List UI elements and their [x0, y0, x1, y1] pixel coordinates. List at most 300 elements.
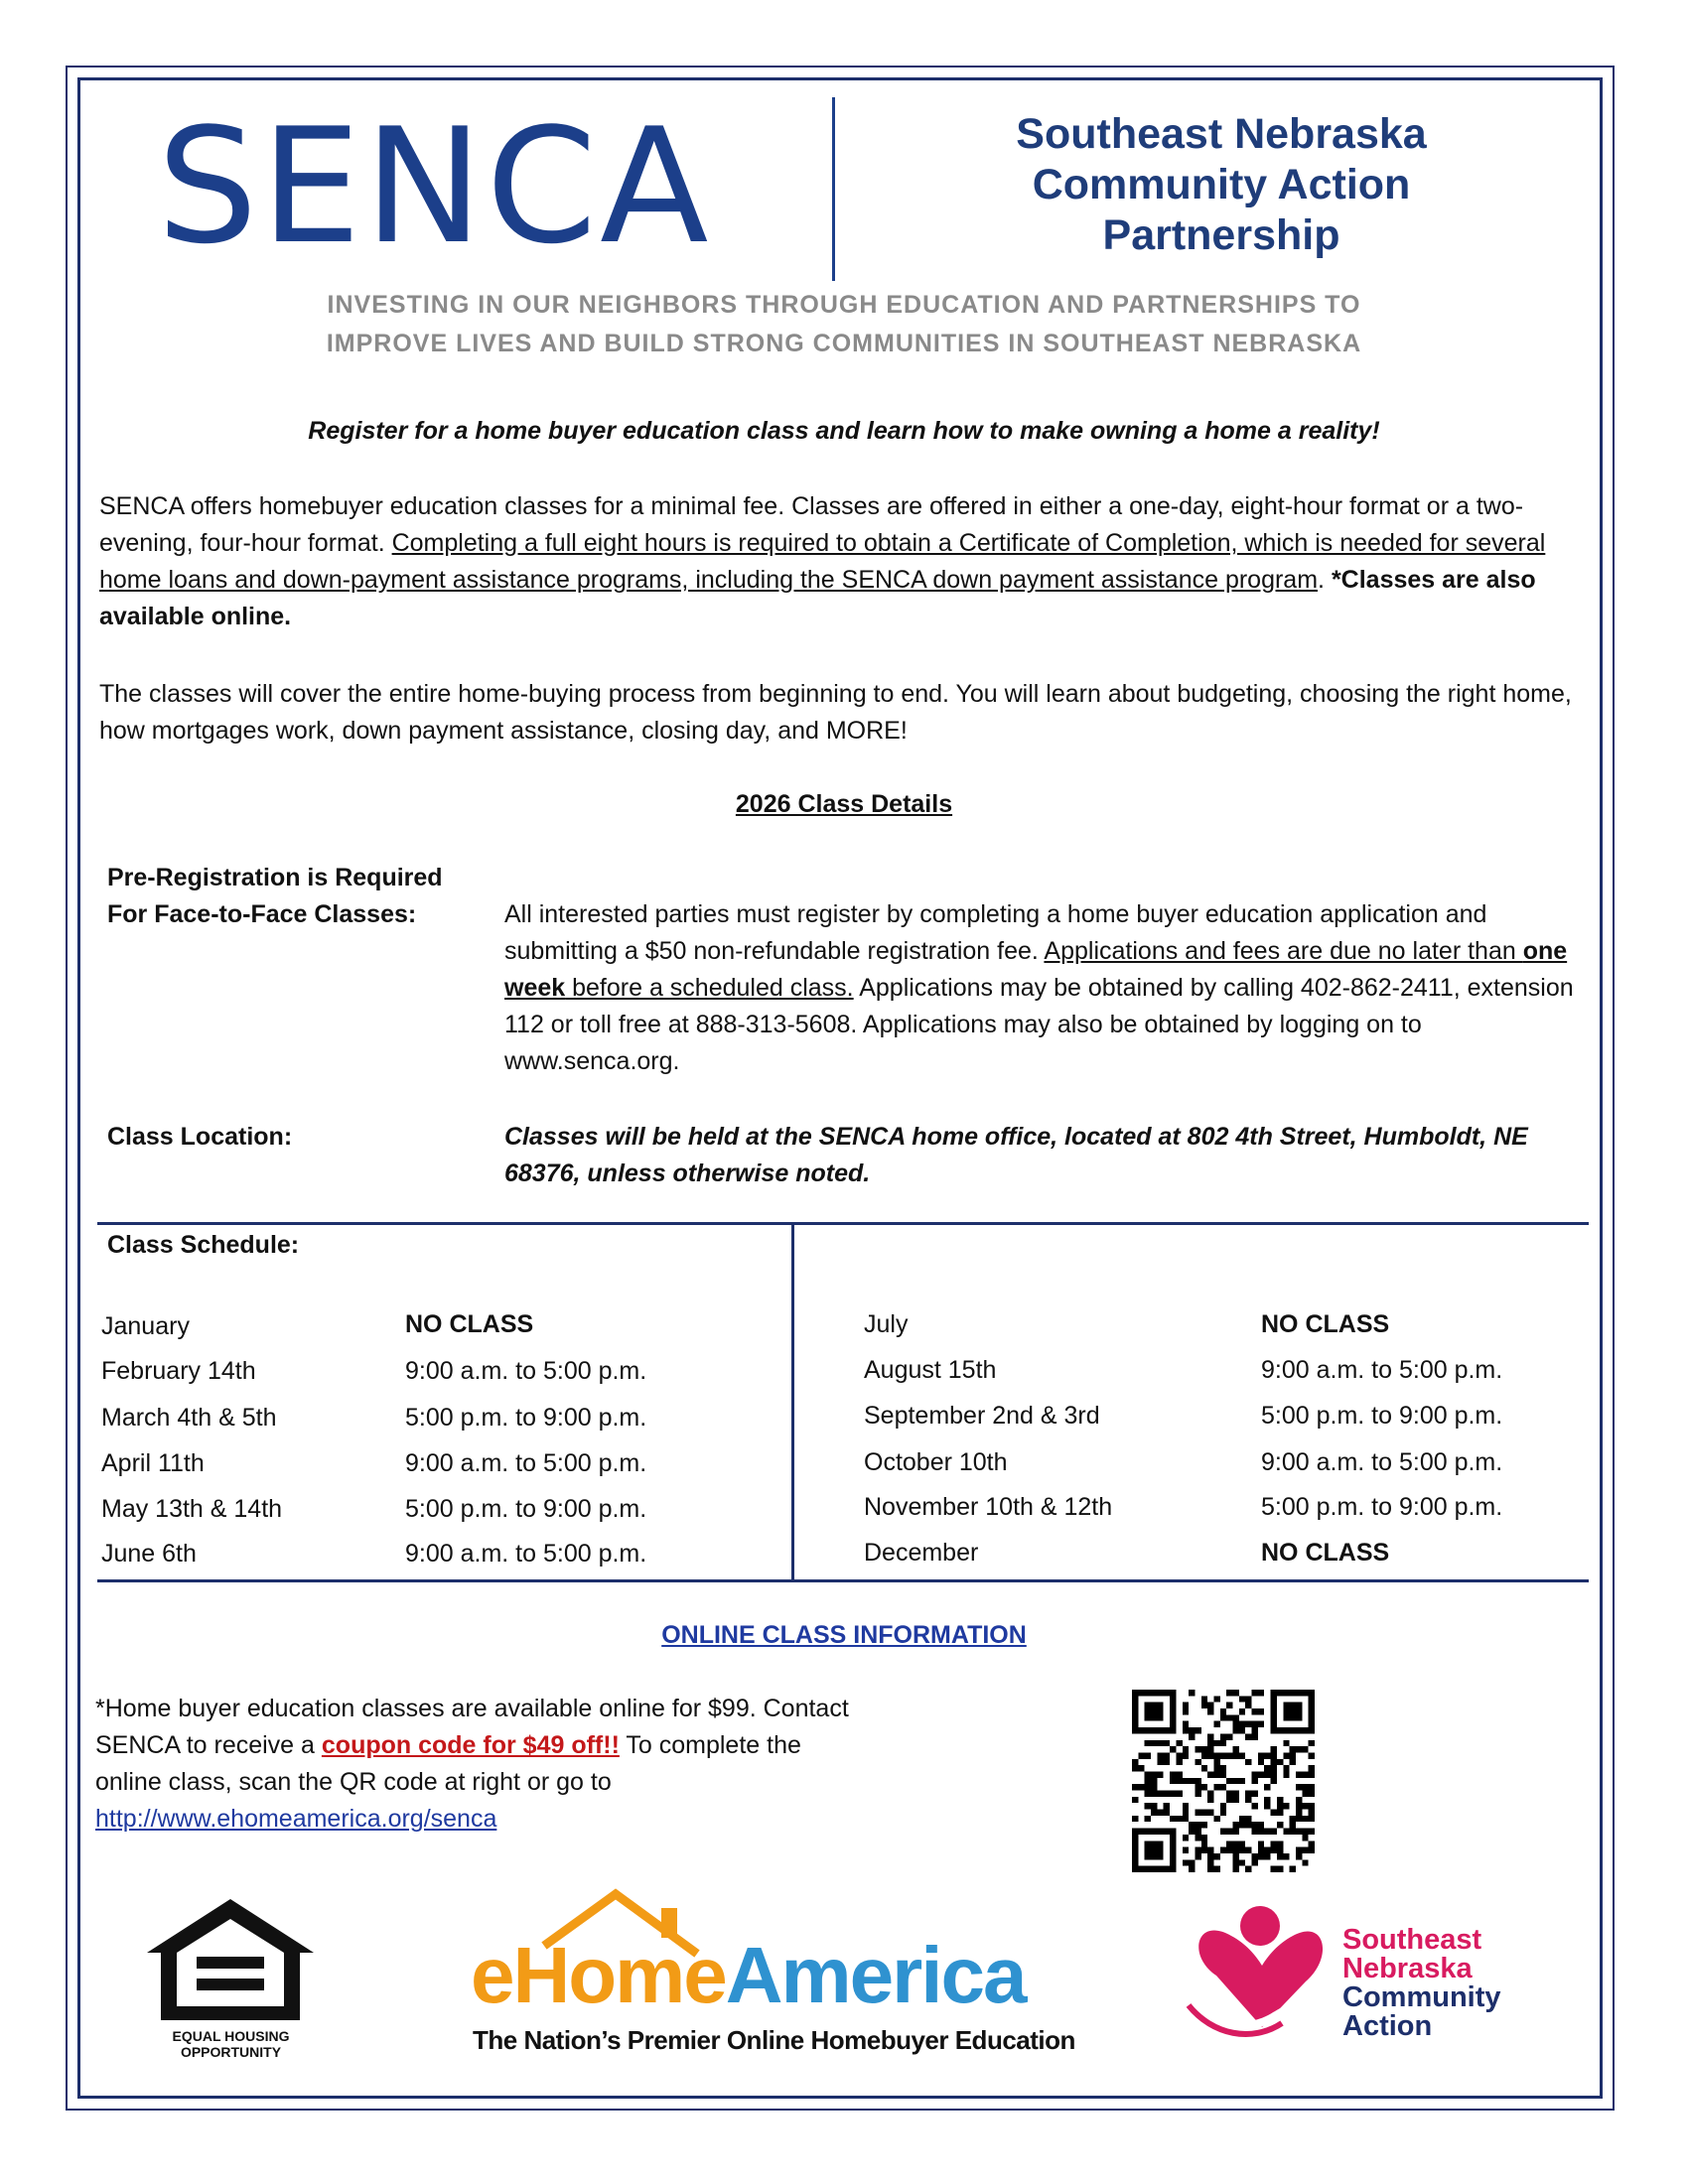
- location-label: Class Location:: [107, 1123, 293, 1151]
- qr-module: [1302, 1829, 1308, 1835]
- qr-module: [1195, 1727, 1200, 1733]
- qr-module: [1195, 1822, 1200, 1828]
- eho-line: OPPORTUNITY: [180, 2044, 282, 2060]
- ehomeamerica-tagline: The Nation’s Premier Online Homebuyer Education: [473, 2025, 1075, 2055]
- qr-module: [1207, 1740, 1213, 1746]
- qr-module: [1233, 1727, 1239, 1733]
- qr-module: [1213, 1816, 1219, 1822]
- qr-module: [1164, 1803, 1170, 1809]
- qr-module: [1296, 1746, 1302, 1752]
- qr-module: [1226, 1778, 1232, 1784]
- qr-module: [1195, 1784, 1200, 1790]
- qr-module: [1245, 1696, 1251, 1702]
- qr-module: [1252, 1727, 1258, 1733]
- qr-module: [1264, 1797, 1270, 1803]
- qr-module: [1258, 1822, 1264, 1828]
- qr-module: [1309, 1784, 1315, 1790]
- qr-module: [1220, 1784, 1226, 1790]
- schedule-time: 9:00 a.m. to 5:00 p.m.: [1261, 1356, 1503, 1384]
- qr-module: [1183, 1746, 1189, 1752]
- qr-module: [1164, 1810, 1170, 1816]
- qr-module: [1233, 1853, 1239, 1859]
- qr-module: [1239, 1696, 1245, 1702]
- qr-module: [1189, 1866, 1195, 1872]
- qr-module: [1302, 1791, 1308, 1797]
- qr-module: [1258, 1690, 1264, 1696]
- lead-sentence: Register for a home buyer education class and learn how to make owning a home a reality!: [308, 417, 1380, 445]
- schedule-time: NO CLASS: [405, 1310, 534, 1338]
- intro-paragraph-1: [99, 488, 1609, 635]
- qr-module: [1132, 1759, 1138, 1765]
- qr-module: [1213, 1752, 1219, 1758]
- qr-module: [1207, 1853, 1213, 1859]
- qr-module: [1283, 1853, 1289, 1859]
- qr-module: [1183, 1703, 1189, 1708]
- qr-module: [1271, 1778, 1277, 1784]
- qr-module: [1290, 1752, 1296, 1758]
- schedule-time: 9:00 a.m. to 5:00 p.m.: [1261, 1448, 1503, 1476]
- qr-module: [1151, 1778, 1157, 1784]
- qr-module: [1145, 1778, 1151, 1784]
- schedule-month: January: [101, 1312, 190, 1340]
- qr-module: [1195, 1847, 1200, 1853]
- qr-module: [1157, 1740, 1163, 1746]
- qr-module: [1189, 1822, 1195, 1828]
- qr-module: [1176, 1759, 1182, 1765]
- prereg-deadline-part: Applications and fees are due no later than: [1044, 937, 1523, 965]
- qr-module: [1207, 1847, 1213, 1853]
- qr-module: [1283, 1829, 1289, 1835]
- qr-module: [1271, 1752, 1277, 1758]
- qr-module: [1239, 1778, 1245, 1784]
- qr-module: [1132, 1797, 1138, 1803]
- schedule-month: February 14th: [101, 1357, 256, 1385]
- qr-module: [1233, 1714, 1239, 1720]
- location-detail: Classes will be held at the SENCA home office, located at 802 4th Street, Humboldt, NE 68376, unless otherwise noted.: [504, 1123, 1528, 1187]
- qr-module: [1201, 1841, 1207, 1846]
- qr-module: [1145, 1816, 1151, 1822]
- qr-module: [1290, 1866, 1296, 1872]
- qr-module: [1252, 1803, 1258, 1809]
- qr-module: [1233, 1841, 1239, 1846]
- qr-module: [1207, 1708, 1213, 1714]
- qr-module: [1258, 1721, 1264, 1727]
- qr-module: [1207, 1797, 1213, 1803]
- qr-module: [1264, 1829, 1270, 1835]
- schedule-time: 9:00 a.m. to 5:00 p.m.: [405, 1357, 647, 1385]
- schedule-top-rule: [97, 1222, 1589, 1225]
- senca-logo-text: SENCA: [157, 93, 712, 279]
- qr-module: [1296, 1803, 1302, 1809]
- qr-module: [1213, 1696, 1219, 1702]
- qr-module: [1245, 1733, 1251, 1739]
- qr-module: [1220, 1847, 1226, 1853]
- schedule-month: June 6th: [101, 1540, 197, 1568]
- qr-module: [1201, 1752, 1207, 1758]
- qr-module: [1271, 1841, 1277, 1846]
- qr-module: [1258, 1759, 1264, 1765]
- tagline-line: IMPROVE LIVES AND BUILD STRONG COMMUNITIES IN SOUTHEAST NEBRASKA: [326, 330, 1362, 357]
- prereg-text: All interested parties must register by completing a home buyer education application and submitting a $50 non-refundable registration fee.: [504, 900, 1487, 965]
- qr-module: [1309, 1771, 1315, 1777]
- qr-module: [1258, 1829, 1264, 1835]
- qr-module: [1245, 1822, 1251, 1828]
- qr-module: [1264, 1784, 1270, 1790]
- schedule-month: May 13th & 14th: [101, 1495, 283, 1523]
- qr-module: [1220, 1752, 1226, 1758]
- qr-module: [1283, 1771, 1289, 1777]
- qr-module: [1207, 1866, 1213, 1872]
- ehomeamerica-link[interactable]: http://www.ehomeamerica.org/senca: [95, 1805, 497, 1833]
- qr-module: [1309, 1810, 1315, 1816]
- qr-module: [1296, 1810, 1302, 1816]
- logo-divider: [832, 97, 835, 281]
- qr-module: [1296, 1784, 1302, 1790]
- qr-module: [1164, 1759, 1170, 1765]
- qr-module: [1239, 1708, 1245, 1714]
- qr-module: [1283, 1752, 1289, 1758]
- qr-module: [1226, 1690, 1232, 1696]
- qr-module: [1239, 1859, 1245, 1865]
- qr-module: [1258, 1847, 1264, 1853]
- qr-module: [1176, 1752, 1182, 1758]
- qr-module: [1189, 1778, 1195, 1784]
- qr-module: [1189, 1859, 1195, 1865]
- qr-module: [1264, 1853, 1270, 1859]
- qr-module: [1290, 1829, 1296, 1835]
- qr-module: [1264, 1765, 1270, 1771]
- qr-module: [1138, 1784, 1144, 1790]
- prereg-detail: [504, 896, 1587, 1080]
- qr-module: [1151, 1784, 1157, 1790]
- qr-module: [1233, 1791, 1239, 1797]
- qr-module: [1213, 1759, 1219, 1765]
- qr-module: [1183, 1847, 1189, 1853]
- qr-module: [1164, 1791, 1170, 1797]
- qr-module: [1189, 1690, 1195, 1696]
- qr-module: [1302, 1784, 1308, 1790]
- qr-module: [1309, 1847, 1315, 1853]
- qr-module: [1138, 1752, 1144, 1758]
- qr-module: [1226, 1752, 1232, 1758]
- qr-module: [1277, 1797, 1283, 1803]
- qr-module: [1302, 1771, 1308, 1777]
- qr-module: [1245, 1703, 1251, 1708]
- qr-module: [1252, 1771, 1258, 1777]
- qr-module: [1207, 1771, 1213, 1777]
- qr-module: [1151, 1791, 1157, 1797]
- qr-module: [1157, 1791, 1163, 1797]
- schedule-divider: [791, 1224, 794, 1579]
- org-name-line: Partnership: [1102, 211, 1340, 259]
- qr-module: [1145, 1740, 1151, 1746]
- qr-module: [1245, 1866, 1251, 1872]
- qr-module: [1302, 1835, 1308, 1841]
- qr-module: [1277, 1759, 1283, 1765]
- qr-module: [1226, 1714, 1232, 1720]
- schedule-title: Class Schedule:: [107, 1231, 300, 1259]
- eho-line: EQUAL HOUSING: [172, 2028, 290, 2044]
- qr-module: [1233, 1847, 1239, 1853]
- qr-module: [1309, 1791, 1315, 1797]
- qr-module: [1309, 1816, 1315, 1822]
- qr-module: [1309, 1803, 1315, 1809]
- qr-module: [1176, 1816, 1182, 1822]
- qr-module: [1183, 1778, 1189, 1784]
- schedule-time: 9:00 a.m. to 5:00 p.m.: [405, 1449, 647, 1477]
- qr-module: [1207, 1703, 1213, 1708]
- org-name-line: Community Action: [1032, 161, 1411, 208]
- qr-module: [1258, 1853, 1264, 1859]
- class-details-heading: 2026 Class Details: [735, 790, 953, 818]
- qr-module: [1201, 1746, 1207, 1752]
- schedule-month: July: [864, 1310, 909, 1338]
- qr-module: [1195, 1746, 1200, 1752]
- qr-module: [1226, 1791, 1232, 1797]
- qr-module: [1201, 1703, 1207, 1708]
- qr-module: [1239, 1822, 1245, 1828]
- schedule-month: August 15th: [864, 1356, 997, 1384]
- qr-module: [1290, 1822, 1296, 1828]
- qr-module: [1258, 1752, 1264, 1758]
- qr-module: [1195, 1778, 1200, 1784]
- qr-module: [1220, 1829, 1226, 1835]
- qr-module: [1252, 1690, 1258, 1696]
- qr-module: [1277, 1866, 1283, 1872]
- qr-module: [1239, 1721, 1245, 1727]
- qr-module: [1233, 1778, 1239, 1784]
- qr-module: [1309, 1841, 1315, 1846]
- qr-module: [1239, 1847, 1245, 1853]
- qr-module: [1233, 1822, 1239, 1828]
- schedule-time: 5:00 p.m. to 9:00 p.m.: [1261, 1402, 1503, 1430]
- qr-module: [1170, 1816, 1176, 1822]
- qr-module: [1220, 1740, 1226, 1746]
- qr-module: [1271, 1759, 1277, 1765]
- qr-module: [1258, 1771, 1264, 1777]
- qr-module: [1195, 1853, 1200, 1859]
- qr-module: [1201, 1810, 1207, 1816]
- prereg-deadline-bold: one week: [504, 937, 1568, 1002]
- qr-module: [1220, 1708, 1226, 1714]
- qr-module: [1220, 1810, 1226, 1816]
- qr-module: [1176, 1791, 1182, 1797]
- prereg-label-line: For Face-to-Face Classes:: [107, 900, 417, 928]
- qr-module: [1226, 1829, 1232, 1835]
- qr-module: [1213, 1765, 1219, 1771]
- qr-module: [1176, 1778, 1182, 1784]
- qr-module: [1296, 1771, 1302, 1777]
- qr-module: [1157, 1771, 1163, 1777]
- qr-module: [1252, 1733, 1258, 1739]
- qr-module: [1245, 1847, 1251, 1853]
- qr-module: [1277, 1853, 1283, 1859]
- ehome-word: eHome: [471, 1931, 726, 2019]
- qr-module: [1151, 1803, 1157, 1809]
- prereg-label-line: Pre-Registration is Required: [107, 864, 443, 891]
- qr-module: [1271, 1746, 1277, 1752]
- qr-module: [1164, 1740, 1170, 1746]
- schedule-month: September 2nd & 3rd: [864, 1402, 1100, 1430]
- qr-module: [1290, 1816, 1296, 1822]
- qr-module: [1201, 1847, 1207, 1853]
- qr-module: [1252, 1708, 1258, 1714]
- qr-module: [1189, 1727, 1195, 1733]
- tagline: [199, 286, 1489, 363]
- qr-module: [1195, 1835, 1200, 1841]
- qr-module: [1233, 1866, 1239, 1872]
- qr-module: [1226, 1847, 1232, 1853]
- schedule-time: NO CLASS: [1261, 1539, 1390, 1567]
- qr-module: [1220, 1733, 1226, 1739]
- qr-module: [1157, 1752, 1163, 1758]
- sena-line: Action: [1342, 2010, 1433, 2042]
- qr-module: [1201, 1835, 1207, 1841]
- qr-module: [1189, 1733, 1195, 1739]
- intro-text: SENCA offers homebuyer education classes for a minimal fee. Classes are offered in either a one-day, eight-hour format or a two-evening, four-hour format.: [99, 492, 1524, 557]
- qr-module: [1207, 1810, 1213, 1816]
- qr-module: [1252, 1721, 1258, 1727]
- schedule-time: 5:00 p.m. to 9:00 p.m.: [1261, 1493, 1503, 1521]
- qr-module: [1170, 1791, 1176, 1797]
- org-name: [943, 109, 1499, 261]
- online-availability-note: *Classes are also available online.: [99, 566, 1536, 630]
- qr-module: [1264, 1803, 1270, 1809]
- qr-module: [1264, 1752, 1270, 1758]
- schedule-month: November 10th & 12th: [864, 1493, 1113, 1521]
- qr-module: [1164, 1752, 1170, 1758]
- schedule-month: December: [864, 1539, 979, 1567]
- qr-module: [1245, 1816, 1251, 1822]
- qr-module: [1252, 1853, 1258, 1859]
- qr-module: [1271, 1847, 1277, 1853]
- qr-module: [1183, 1810, 1189, 1816]
- qr-module: [1226, 1733, 1232, 1739]
- qr-module: [1183, 1752, 1189, 1758]
- qr-module: [1132, 1784, 1138, 1790]
- qr-module: [1183, 1835, 1189, 1841]
- qr-module: [1258, 1841, 1264, 1846]
- qr-module: [1207, 1791, 1213, 1797]
- qr-module: [1145, 1784, 1151, 1790]
- qr-code[interactable]: [1132, 1690, 1315, 1872]
- qr-module: [1207, 1859, 1213, 1865]
- senca-community-action-logo-text: [1342, 1926, 1501, 2041]
- qr-module: [1277, 1803, 1283, 1809]
- qr-module: [1201, 1696, 1207, 1702]
- qr-module: [1201, 1822, 1207, 1828]
- qr-module: [1277, 1822, 1283, 1828]
- qr-module: [1271, 1810, 1277, 1816]
- qr-module: [1271, 1765, 1277, 1771]
- qr-module: [1239, 1841, 1245, 1846]
- sena-line: Community: [1342, 1981, 1501, 2013]
- qr-module: [1233, 1690, 1239, 1696]
- qr-module: [1170, 1778, 1176, 1784]
- schedule-time: 9:00 a.m. to 5:00 p.m.: [405, 1540, 647, 1568]
- qr-module: [1220, 1714, 1226, 1720]
- qr-module: [1296, 1816, 1302, 1822]
- qr-module: [1309, 1752, 1315, 1758]
- qr-module: [1296, 1829, 1302, 1835]
- qr-module: [1170, 1771, 1176, 1777]
- qr-module: [1138, 1765, 1144, 1771]
- qr-module: [1201, 1765, 1207, 1771]
- ehomeamerica-logo: [471, 1931, 1026, 2019]
- qr-module: [1226, 1841, 1232, 1846]
- qr-module: [1252, 1822, 1258, 1828]
- qr-module: [1239, 1752, 1245, 1758]
- qr-module: [1189, 1829, 1195, 1835]
- qr-module: [1145, 1771, 1151, 1777]
- qr-module: [1151, 1740, 1157, 1746]
- qr-module: [1264, 1847, 1270, 1853]
- qr-module: [1183, 1859, 1189, 1865]
- qr-module: [1296, 1847, 1302, 1853]
- online-text: *Home buyer education classes are available online for $99. Contact SENCA to receive a: [95, 1695, 849, 1759]
- tagline-line: INVESTING IN OUR NEIGHBORS THROUGH EDUCATION AND PARTNERSHIPS TO: [327, 291, 1361, 319]
- qr-module: [1309, 1829, 1315, 1835]
- online-class-heading[interactable]: ONLINE CLASS INFORMATION: [661, 1621, 1027, 1649]
- qr-module: [1220, 1765, 1226, 1771]
- qr-module: [1220, 1803, 1226, 1809]
- qr-module: [1271, 1829, 1277, 1835]
- qr-module: [1213, 1866, 1219, 1872]
- qr-module: [1302, 1847, 1308, 1853]
- qr-module: [1283, 1765, 1289, 1771]
- schedule-time: 5:00 p.m. to 9:00 p.m.: [405, 1495, 647, 1523]
- sena-line: Nebraska: [1342, 1953, 1473, 1984]
- certificate-requirement: Completing a full eight hours is required to obtain a Certificate of Completion, which is needed for several home loans and down-payment assistance programs, including the SENCA down payment assistance program: [99, 529, 1546, 594]
- qr-module: [1264, 1771, 1270, 1777]
- qr-module: [1245, 1797, 1251, 1803]
- qr-module: [1245, 1759, 1251, 1765]
- qr-module: [1213, 1740, 1219, 1746]
- qr-module: [1290, 1746, 1296, 1752]
- qr-module: [1145, 1791, 1151, 1797]
- qr-module: [1258, 1708, 1264, 1714]
- qr-module: [1296, 1797, 1302, 1803]
- qr-module: [1207, 1733, 1213, 1739]
- qr-module: [1233, 1829, 1239, 1835]
- qr-module: [1145, 1803, 1151, 1809]
- qr-module: [1277, 1841, 1283, 1846]
- schedule-month: October 10th: [864, 1448, 1008, 1476]
- america-word: America: [725, 1931, 1026, 2019]
- qr-module: [1252, 1829, 1258, 1835]
- qr-module: [1233, 1721, 1239, 1727]
- qr-module: [1239, 1816, 1245, 1822]
- equal-housing-opportunity-label: [139, 2028, 323, 2060]
- qr-module: [1283, 1803, 1289, 1809]
- qr-module: [1157, 1759, 1163, 1765]
- qr-module: [1277, 1847, 1283, 1853]
- qr-module: [1271, 1866, 1277, 1872]
- qr-module: [1233, 1859, 1239, 1865]
- qr-module: [1151, 1771, 1157, 1777]
- qr-module: [1195, 1791, 1200, 1797]
- qr-module: [1183, 1721, 1189, 1727]
- prereg-contact: Applications may be obtained by calling 402-862-2411, extension 112 or toll free at 888-313-5608. Applications may also be obtained by logging on to www.senca.org.: [504, 974, 1574, 1075]
- qr-module: [1233, 1797, 1239, 1803]
- qr-module: [1283, 1740, 1289, 1746]
- qr-module: [1296, 1853, 1302, 1859]
- qr-module: [1239, 1727, 1245, 1733]
- qr-module: [1195, 1810, 1200, 1816]
- coupon-code-text: coupon code for $49 off!!: [321, 1731, 620, 1759]
- online-text: To complete the online class, scan the QR code at right or go to: [95, 1731, 801, 1796]
- org-name-line: Southeast Nebraska: [1016, 110, 1427, 158]
